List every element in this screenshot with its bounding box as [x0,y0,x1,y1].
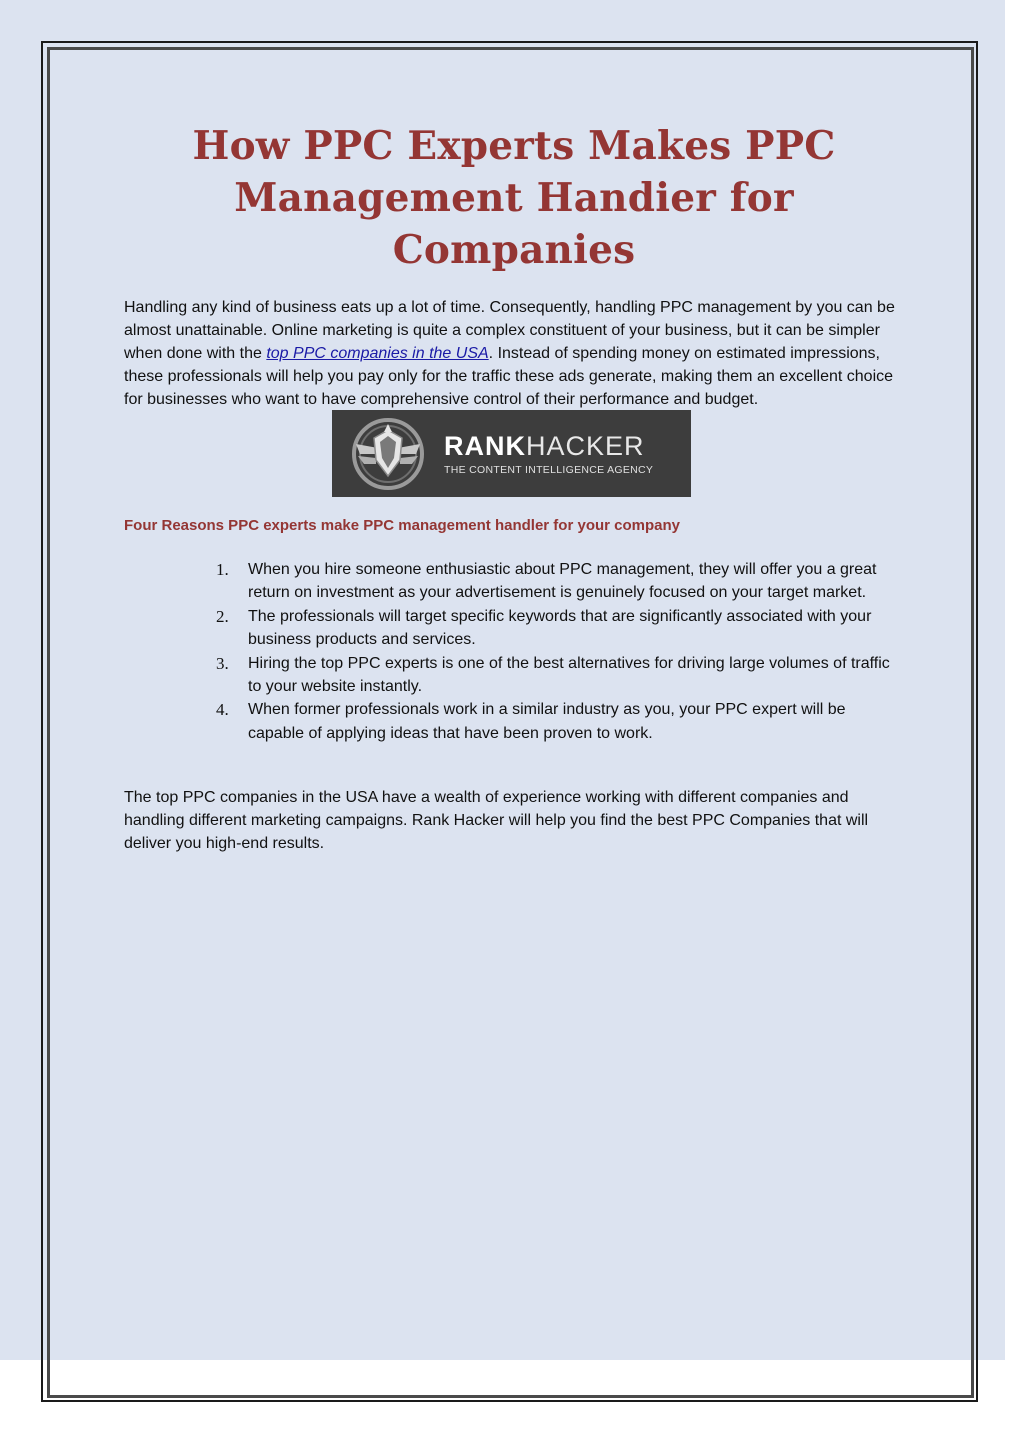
title-line-2: Management Handier for Companies [234,175,794,273]
intro-paragraph [124,296,904,411]
document-title [124,120,904,276]
section-heading: Four Reasons PPC experts make PPC management handler for your company [124,517,680,534]
list-item [216,605,904,652]
document-content [124,120,904,852]
reasons-list [216,558,904,745]
list-item-text: The professionals will target specific keywords that are significantly associated with your business products and services. [248,607,872,649]
closing-paragraph: The top PPC companies in the USA have a wealth of experience working with different companies and handling different marketing campaigns. Rank Hacker will help you find the best PPC Companies that will deliver you high-end results. [124,789,869,852]
top-ppc-companies-link[interactable]: top PPC companies in the USA [266,345,489,362]
intro-text-after-link: . Instead of spending money on estimated impressions, these professionals will help you pay only for the traffic these ads generate, making them an excellent choice for businesses who want to have comprehensive control of their performance and budget. [124,345,894,408]
list-item [216,652,904,699]
winged-shield-icon [348,414,428,494]
list-item-number: 1. [216,560,229,579]
logo-brand-light: HACKER [526,431,645,461]
list-item-text: Hiring the top PPC experts is one of the best alternatives for driving large volumes of traffic to your website instantly. [248,654,890,696]
list-item-number: 4. [216,700,229,720]
intro-text-before-link: Handling any kind of business eats up a lot of time. Consequently, handling PPC management by you can be almost unattainable. Online marketing is quite a complex constituent of your business, but it can be simpler when done with the [124,299,895,362]
list-item [216,698,904,745]
list-item-text: When you hire someone enthusiastic about PPC management, they will offer you a great return on investment as your advertisement is genuinely focused on your target market. [248,561,877,602]
title-line-1: How PPC Experts Makes PPC [192,123,836,169]
logo-tagline: THE CONTENT INTELLIGENCE AGENCY [444,464,654,476]
logo-brand [444,431,653,461]
logo-brand-bold: RANK [444,431,526,461]
rank-hacker-logo [332,410,691,497]
list-item-number: 2. [216,606,229,626]
logo-text [444,431,653,476]
list-item-text: When former professionals work in a similar industry as you, your PPC expert will be capable of applying ideas that have been proven to work. [248,701,846,742]
list-item [216,558,904,605]
list-item-number: 3. [216,653,229,673]
